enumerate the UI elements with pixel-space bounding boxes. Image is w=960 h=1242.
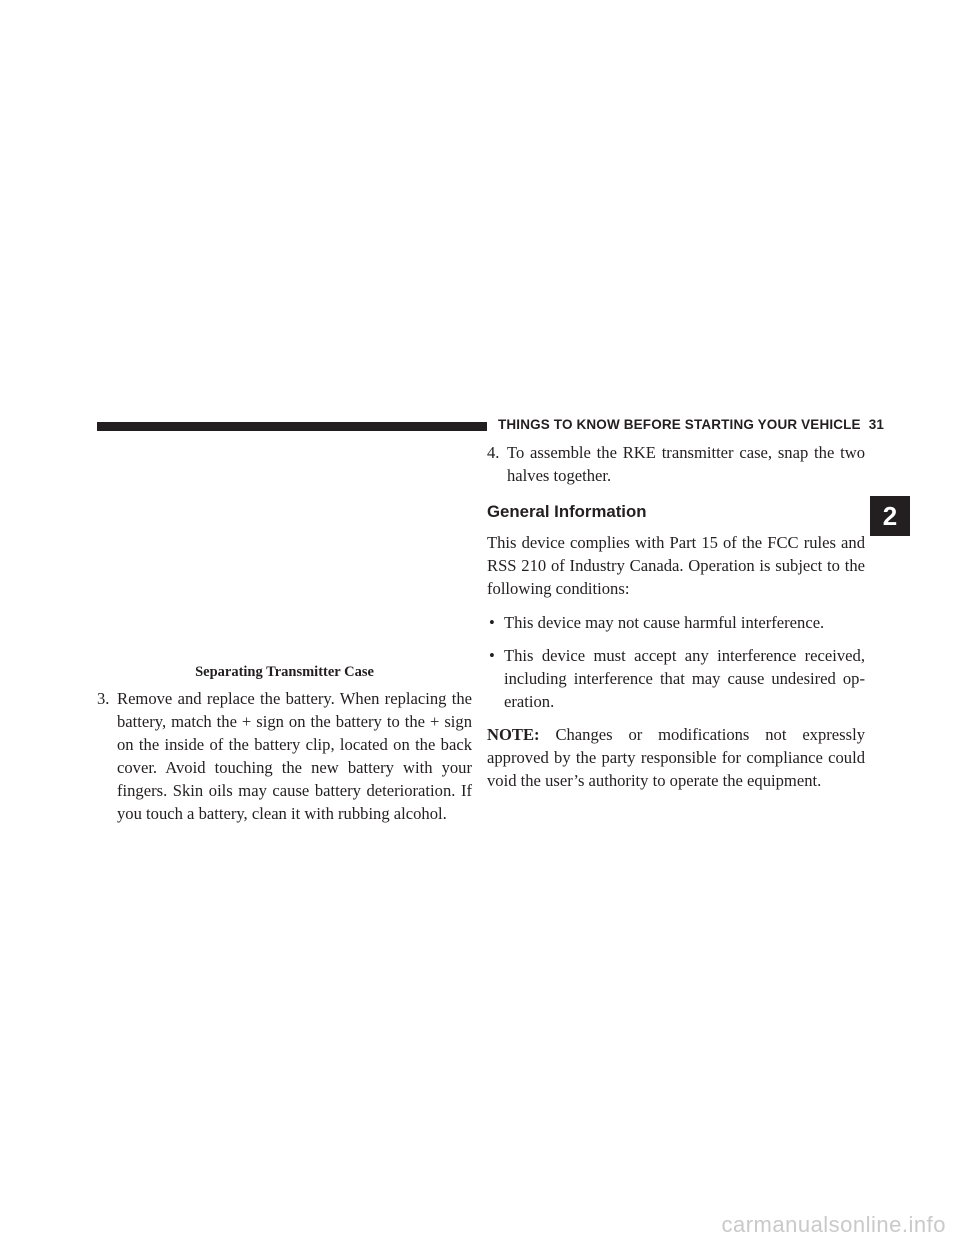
chapter-tab: 2 (870, 496, 910, 536)
left-column (97, 687, 472, 825)
intro-paragraph: This device complies with Part 15 of the FCC rules and RSS 210 of Industry Canada. Operation is subject to the following conditions: (487, 533, 865, 598)
header-rule (97, 422, 487, 431)
bullet-text: This device may not cause harmful interference. (504, 613, 825, 632)
step-4-number: 4. (487, 443, 500, 462)
figure-caption: Separating Transmitter Case (195, 664, 374, 680)
running-header (498, 417, 885, 432)
section-title: THINGS TO KNOW BEFORE STARTING YOUR VEHICLE (498, 417, 861, 432)
step-3 (97, 687, 472, 825)
note-paragraph (487, 723, 865, 792)
bullet-item (487, 611, 865, 634)
watermark: carmanualsonline.info (721, 1212, 946, 1237)
page-number: 31 (868, 417, 885, 432)
note-text: Changes or modifications not expressly approved by the party responsible for compliance could void the user’s authority to operate the equipment. (487, 725, 865, 790)
step-3-number: 3. (97, 689, 110, 708)
bullet-text: This device must accept any interference received, including interference that may cause undesired op-eration. (504, 646, 865, 711)
bullet-icon: • (489, 646, 495, 665)
right-column (487, 441, 865, 803)
step-3-text: Remove and replace the battery. When replacing the battery, match the + sign on the battery to the + sign on the inside of the battery clip, located on the back cover. Avoid touching the new battery with your fingers. Skin oils may cause battery deterioration. If you touch a battery, clean it with rubbing alcohol. (117, 689, 472, 823)
note-label: NOTE: (487, 725, 540, 744)
bullet-item (487, 644, 865, 713)
section-heading: General Information (487, 502, 647, 521)
bullet-icon: • (489, 613, 495, 632)
step-4 (487, 441, 865, 487)
step-4-text: To assemble the RKE transmitter case, snap the two halves together. (507, 443, 865, 485)
